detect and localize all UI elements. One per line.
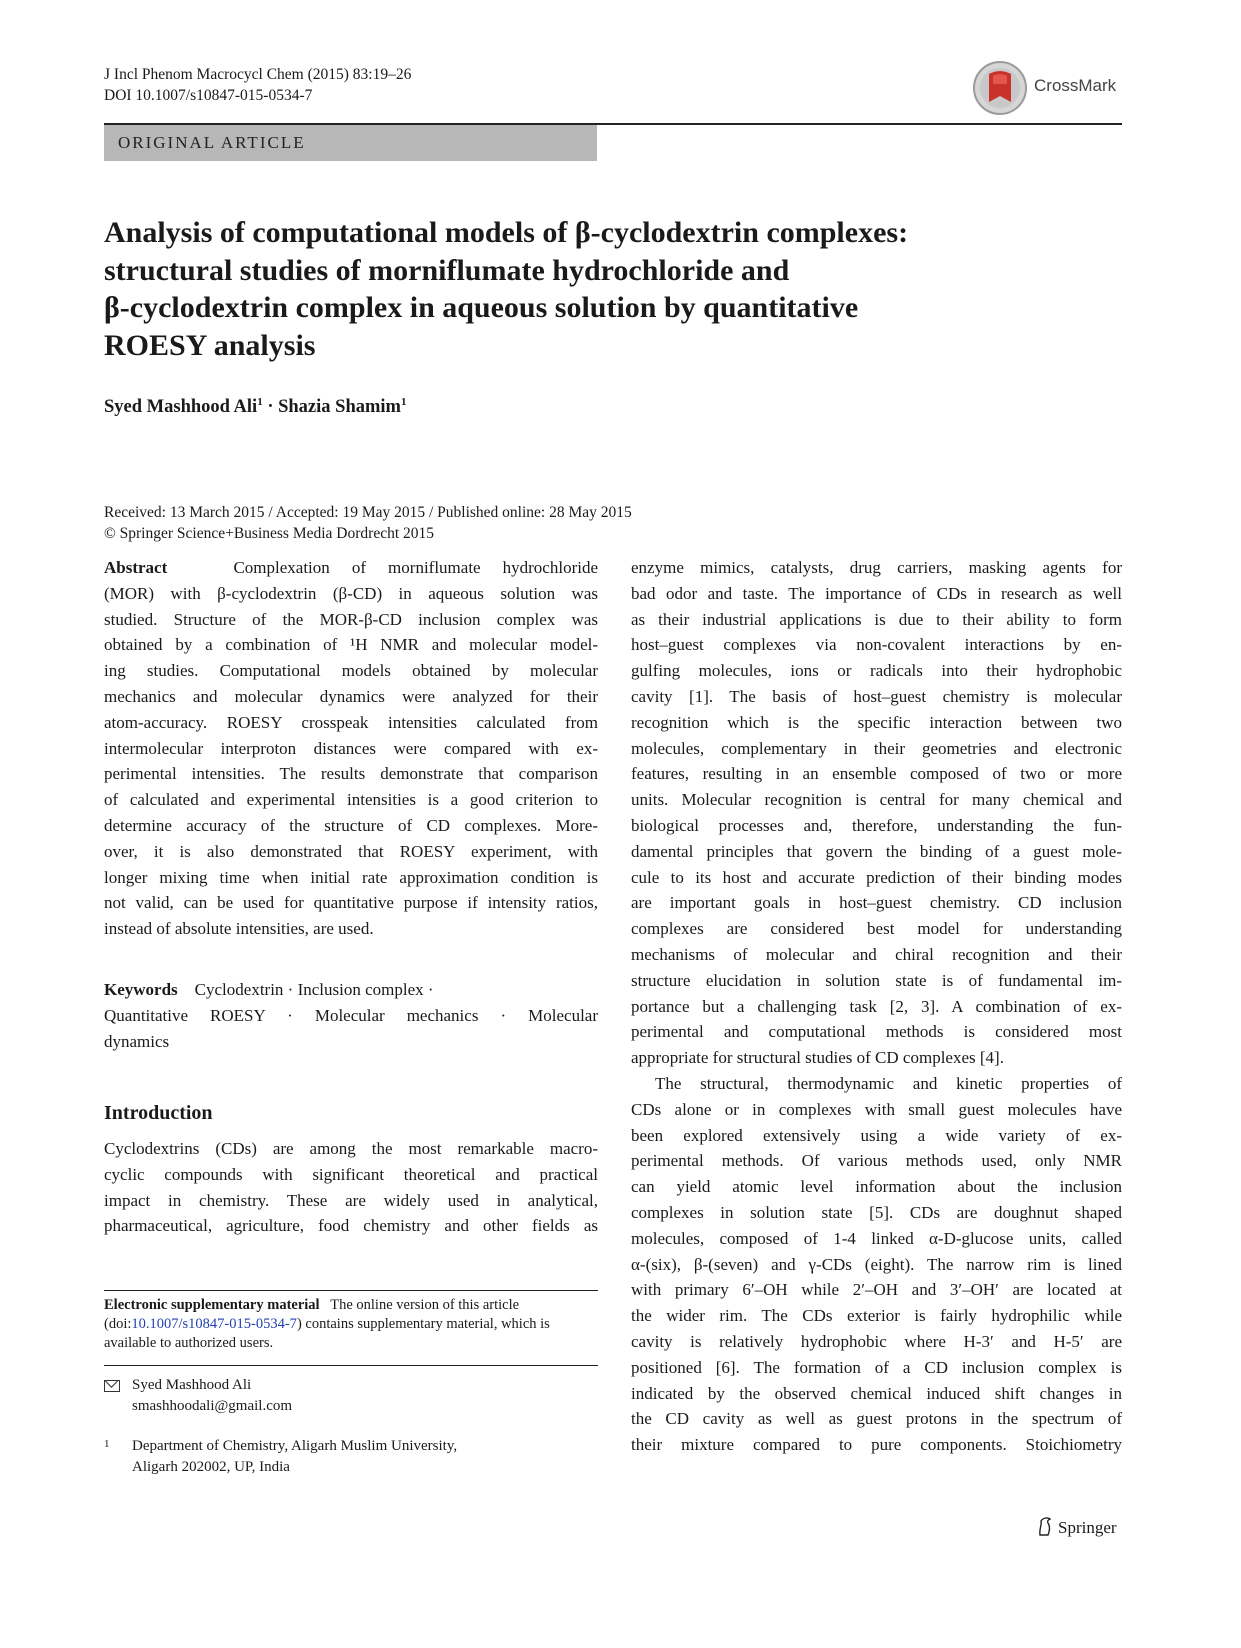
doi-line: DOI 10.1007/s10847-015-0534-7: [104, 87, 313, 104]
dates-line: Received: 13 March 2015 / Accepted: 19 May 2015 / Published online: 28 May 2015: [104, 504, 632, 521]
article-title: [104, 214, 1104, 364]
supplementary-note: [104, 1296, 598, 1353]
journal-line: J Incl Phenom Macrocycl Chem (2015) 83:19–26: [104, 66, 412, 83]
body-line: CDs alone or in complexes with small guest molecules have: [631, 1099, 1122, 1119]
publication-history: [104, 502, 632, 544]
intro-line: impact in chemistry. These are widely used in analytical,: [104, 1190, 598, 1210]
crossmark-label: CrossMark: [1034, 76, 1117, 95]
keywords-label: Keywords: [104, 980, 178, 999]
abstract-line: longer mixing time when initial rate approximation condition is: [104, 867, 598, 887]
author-name[interactable]: Shazia Shamim: [278, 397, 401, 418]
body-line: host–guest complexes via non-covalent interactions by en-: [631, 635, 1122, 655]
section-heading: Introduction: [104, 1102, 213, 1124]
author-separator: ·: [262, 397, 279, 418]
intro-line: pharmaceutical, agriculture, food chemistry and other fields as: [104, 1216, 598, 1236]
title-line-2: structural studies of morniflumate hydrochloride and: [104, 253, 790, 287]
abstract-line: determine accuracy of the structure of CD complexes. More-: [104, 815, 598, 835]
body-line: structure elucidation in solution state is of fundamental im-: [631, 970, 1122, 990]
keywords-line: Quantitative ROESY · Molecular mechanics · Molecular: [104, 1005, 598, 1025]
title-line-1: Analysis of computational models of β-cyclodextrin complexes:: [104, 216, 909, 249]
correspondence-block: [104, 1375, 292, 1417]
body-line: indicated by the observed chemical induced shift changes in: [631, 1383, 1122, 1403]
abstract-line: studied. Structure of the MOR-β-CD inclusion complex was: [104, 609, 598, 629]
abstract-line: of calculated and experimental intensities is a good criterion to: [104, 790, 598, 810]
body-line: been explored extensively using a wide variety of ex-: [631, 1125, 1122, 1145]
body-line: cavity [1]. The basis of host–guest chemistry is molecular: [631, 686, 1122, 706]
author-email[interactable]: smashhoodali@gmail.com: [132, 1398, 293, 1414]
affiliation-block: [104, 1436, 457, 1478]
body-line: features, resulting in an ensemble composed of two or more: [631, 764, 1122, 784]
body-line: molecules, complementary in their geometries and electronic: [631, 738, 1122, 758]
affiliation-line: Aligarh 202002, UP, India: [132, 1459, 290, 1475]
affiliation-marker: 1: [400, 396, 407, 408]
abstract-line: intermolecular interproton distances were compared with ex-: [104, 738, 598, 758]
envelope-icon: [104, 1380, 120, 1392]
affiliation-marker: 1: [257, 396, 263, 408]
esm-label: Electronic supplementary material: [104, 1297, 320, 1313]
body-line: enzyme mimics, catalysts, drug carriers, masking agents for: [631, 558, 1122, 577]
crossmark-badge[interactable]: [972, 60, 1122, 116]
body-line: mechanisms of molecular and chiral recognition and their: [631, 944, 1122, 964]
article-type-banner: [104, 125, 597, 161]
publisher-logo: [1036, 1515, 1117, 1538]
right-column-text: [631, 555, 1122, 1458]
body-line: bad odor and taste. The importance of CDs in research as well: [631, 583, 1122, 603]
copyright-line: © Springer Science+Business Media Dordrecht 2015: [104, 525, 435, 542]
abstract-line: atom-accuracy. ROESY crosspeak intensities calculated from: [104, 712, 598, 732]
body-line: biological processes and, therefore, understanding the fun-: [631, 815, 1122, 835]
abstract-line: Complexation of morniflumate hydrochloride: [233, 558, 599, 577]
footnote-rule: [104, 1365, 598, 1366]
body-line: the CD cavity as well as guest protons in the spectrum of: [631, 1409, 1122, 1429]
body-line: units. Molecular recognition is central for many chemical and: [631, 790, 1122, 810]
esm-text: ) contains supplementary material, which is available to authorized users.: [104, 1316, 550, 1351]
body-line: The structural, thermodynamic and kinetic properties of: [655, 1073, 1122, 1093]
body-line: complexes in solution state [5]. CDs are doughnut shaped: [631, 1202, 1122, 1222]
body-line: complexes are considered best model for understanding: [631, 919, 1122, 939]
abstract-section: [104, 555, 598, 942]
body-line: perimental and computational methods is considered most: [631, 1022, 1122, 1042]
body-line: positioned [6]. The formation of a CD inclusion complex is: [631, 1357, 1122, 1377]
intro-line: Cyclodextrins (CDs) are among the most remarkable macro-: [104, 1139, 598, 1158]
abstract-line: obtained by a combination of ¹H NMR and molecular model-: [104, 635, 598, 655]
introduction-text: [104, 1136, 598, 1239]
abstract-line: ing studies. Computational models obtained by molecular: [104, 661, 598, 681]
body-line: appropriate for structural studies of CD complexes [4].: [631, 1048, 1004, 1068]
body-line: portance but a challenging task [2, 3]. A combination of ex-: [631, 996, 1122, 1016]
body-line: gulfing molecules, ions or radicals into their hydrophobic: [631, 661, 1122, 681]
esm-text: The online version of this article (doi:: [104, 1297, 520, 1332]
body-line: perimental methods. Of various methods used, only NMR: [631, 1151, 1122, 1171]
footnote-rule: [104, 1290, 598, 1291]
doi-link[interactable]: 10.1007/s10847-015-0534-7: [131, 1316, 297, 1332]
body-line: α-(six), β-(seven) and γ-CDs (eight). The narrow rim is lined: [631, 1254, 1122, 1274]
body-line: can yield atomic level information about the inclusion: [631, 1177, 1122, 1197]
journal-citation: [104, 64, 411, 106]
abstract-line: mechanics and molecular dynamics were analyzed for their: [104, 686, 598, 706]
body-line: the wider rim. The CDs exterior is fairly hydrophilic while: [631, 1306, 1122, 1326]
body-line: their mixture compared to pure components. Stoichiometry: [631, 1435, 1122, 1455]
keywords-line: dynamics: [104, 1031, 170, 1051]
abstract-line: not valid, can be used for quantitative purpose if intensity ratios,: [104, 893, 598, 913]
body-line: cule to its host and accurate prediction of their binding modes: [631, 867, 1122, 887]
abstract-line: instead of absolute intensities, are used.: [104, 919, 374, 939]
abstract-line: perimental intensities. The results demonstrate that comparison: [104, 764, 598, 784]
body-line: damental principles that govern the binding of a guest mole-: [631, 841, 1122, 861]
author-list: [104, 396, 406, 418]
author-name[interactable]: Syed Mashhood Ali: [104, 397, 258, 418]
body-line: cavity is relatively hydrophobic where H-3′ and H-5′ are: [631, 1331, 1122, 1351]
keywords-section: [104, 977, 598, 1054]
body-line: recognition which is the specific interaction between two: [631, 712, 1122, 732]
abstract-line: over, it is also demonstrated that ROESY experiment, with: [104, 841, 598, 861]
body-line: as their industrial applications is due to their ability to form: [631, 609, 1122, 629]
affiliation-line: Department of Chemistry, Aligarh Muslim University,: [132, 1438, 458, 1454]
crossmark-icon: [972, 60, 1028, 116]
keywords-line: Cyclodextrin · Inclusion complex ·: [194, 980, 434, 999]
body-line: molecules, composed of 1-4 linked α-D-glucose units, called: [631, 1228, 1122, 1248]
body-line: with primary 6′–OH while 2′–OH and 3′–OH′ are located at: [631, 1280, 1122, 1300]
corresponding-author: Syed Mashhood Ali: [132, 1377, 252, 1393]
affiliation-number: 1: [104, 1438, 110, 1450]
abstract-label: Abstract: [104, 558, 168, 577]
title-line-3: β-cyclodextrin complex in aqueous solution by quantitative: [104, 291, 859, 324]
title-line-4: ROESY analysis: [104, 328, 316, 362]
body-line: are important goals in host–guest chemistry. CD inclusion: [631, 893, 1122, 913]
abstract-line: (MOR) with β-cyclodextrin (β-CD) in aqueous solution was: [104, 583, 598, 603]
article-type-label: ORIGINAL ARTICLE: [118, 133, 306, 152]
publisher-name: Springer: [1058, 1518, 1117, 1537]
springer-horse-icon: [1036, 1515, 1054, 1537]
intro-line: cyclic compounds with significant theoretical and practical: [104, 1164, 598, 1184]
